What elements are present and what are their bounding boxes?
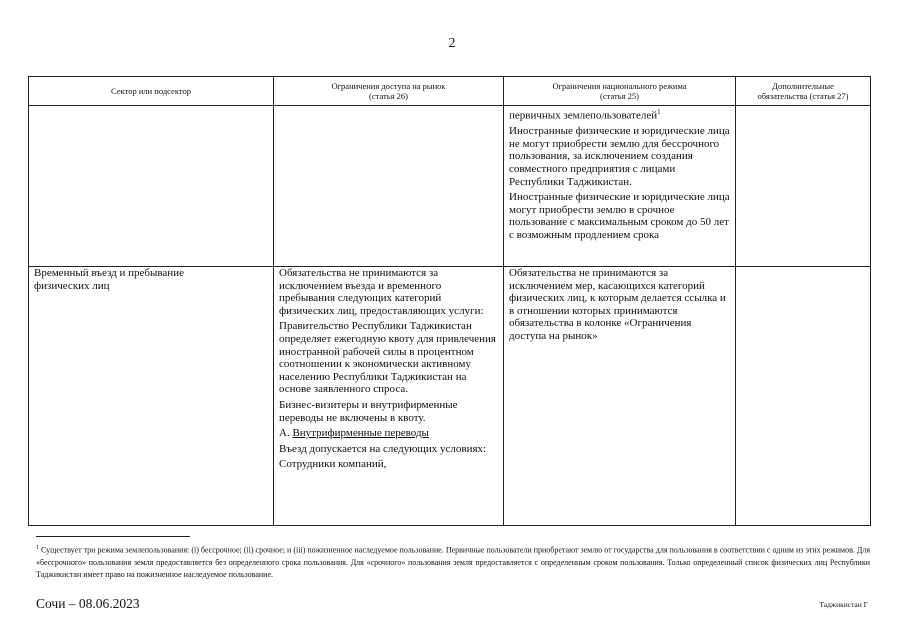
footnote-separator — [36, 536, 190, 537]
row2-sector-cell — [29, 267, 274, 526]
header-national-treatment-label: Ограничения национального режима (статья 25) — [552, 81, 687, 101]
row2-ma-paragraph: Правительство Республики Таджикистан определяет ежегодную квоту для привлечения иностранной рабочей силы в процентном соотношении к экономически активному населению Республики Таджикистан на основе заявленного спроса. — [279, 320, 496, 396]
table-row — [29, 106, 871, 267]
row1-market-access-cell — [274, 106, 504, 267]
subheading-prefix: A. — [279, 427, 293, 440]
row2-sector-text: Временный въезд и пребывание физических лиц — [34, 267, 184, 292]
commitments-table — [28, 76, 871, 526]
row2-ma-paragraph: Бизнес-визитеры и внутрифирменные переводы не включены в квоту. — [279, 398, 458, 424]
page-number: 2 — [448, 36, 456, 51]
row2-national-treatment-cell — [504, 267, 736, 526]
row1-additional-cell — [736, 106, 871, 267]
footnote-reference[interactable]: 1 — [657, 108, 661, 116]
row1-nt-paragraph: Иностранные физические и юридические лица не могут приобрести землю для бессрочного пользования, за исключением создания совместного предприятия с лицами Республики Таджикистан. — [509, 125, 730, 188]
header-market-access-label: Ограничения доступа на рынок (статья 26) — [331, 81, 446, 101]
row1-sector-cell — [29, 106, 274, 267]
row2-additional-cell — [736, 267, 871, 526]
header-additional-commitments-label: Дополнительные обязательства (статья 27) — [757, 81, 849, 101]
row2-ma-paragraph: Въезд допускается на следующих условиях: — [279, 442, 487, 455]
row1-nt-text: первичных землепользователей — [509, 109, 658, 122]
row2-ma-subheading — [279, 427, 498, 440]
table-header-row — [29, 77, 871, 106]
footnote — [36, 542, 870, 581]
header-national-treatment — [504, 77, 736, 106]
row2-ma-paragraph: Обязательства не принимаются за исключением въезда и временного пребывания следующих категорий физических лиц, предоставляющих услуги: — [279, 267, 484, 317]
footer-place-date: Сочи – 08.06.2023 — [36, 596, 140, 611]
header-sector — [29, 77, 274, 106]
footnote-marker: 1 — [36, 545, 39, 551]
row1-nt-paragraph — [509, 106, 730, 122]
header-sector-label: Сектор или подсектор — [111, 86, 191, 96]
row1-nt-paragraph: Иностранные физические и юридические лица могут приобрести землю в срочное пользование с максимальным сроком до 50 лет с возможным продлением срока — [509, 191, 730, 241]
row2-ma-paragraph: Сотрудники компаний, — [279, 458, 387, 471]
footnote-text: Существует три режима землепользования: (i) бессрочное; (ii) срочное; и (iii) пожизненное наследуемое пользование. Первичные пользователи приобретают землю от государства для пользования в соответствии с одним из этих режимов. Для «бессрочного» пользования земля предоставляется без определенного срока пользования. Для «срочного» пользования земля предоставляется с определенным сроком пользования. Только определенный список физических лиц Республики Таджикистан имеет право на пожизненное наследуемое пользование. — [36, 545, 871, 579]
table-row — [29, 267, 871, 526]
subheading-title: Внутрифирменные переводы — [292, 427, 429, 440]
header-additional-commitments — [736, 77, 871, 106]
row1-national-treatment-cell — [504, 106, 736, 267]
row2-market-access-cell — [274, 267, 504, 526]
footer-country-tag: Таджикистан Г — [819, 600, 868, 609]
row2-nt-text: Обязательства не принимаются за исключением мер, касающихся категорий физических лиц, к которым делается ссылка и в отношении которых принимаются обязательства в колонке «Ограничения доступа на рынок» — [509, 267, 726, 342]
header-market-access — [274, 77, 504, 106]
